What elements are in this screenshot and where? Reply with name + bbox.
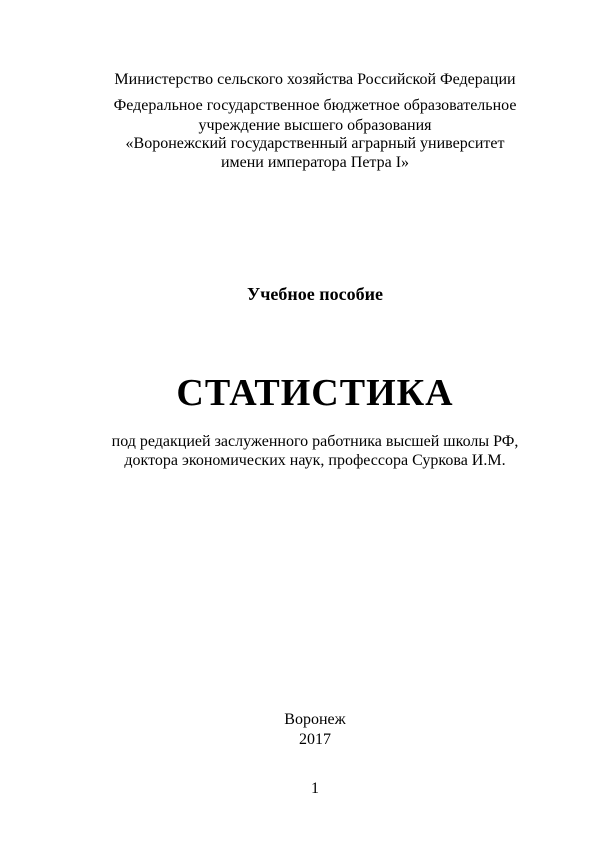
publication-city: Воронеж xyxy=(284,711,346,728)
editor-line-1: под редакцией заслуженного работника высшей школы РФ, xyxy=(111,433,519,450)
ministry-name: Министерство сельского хозяйства Российской Федерации xyxy=(114,71,516,88)
page-title: СТАТИСТИКА xyxy=(176,372,454,414)
institution-type-line-2: учреждение высшего образования xyxy=(198,117,432,134)
page-number: 1 xyxy=(311,780,319,797)
document-type: Учебное пособие xyxy=(247,284,383,304)
university-named-after: имени императора Петра I» xyxy=(220,154,410,171)
institution-type-line-1: Федеральное государственное бюджетное образовательное xyxy=(113,97,517,114)
publication-year: 2017 xyxy=(299,731,331,748)
university-name: «Воронежский государственный аграрный университет xyxy=(125,135,505,152)
editor-line-2: доктора экономических наук, профессора Суркова И.М. xyxy=(124,452,506,469)
